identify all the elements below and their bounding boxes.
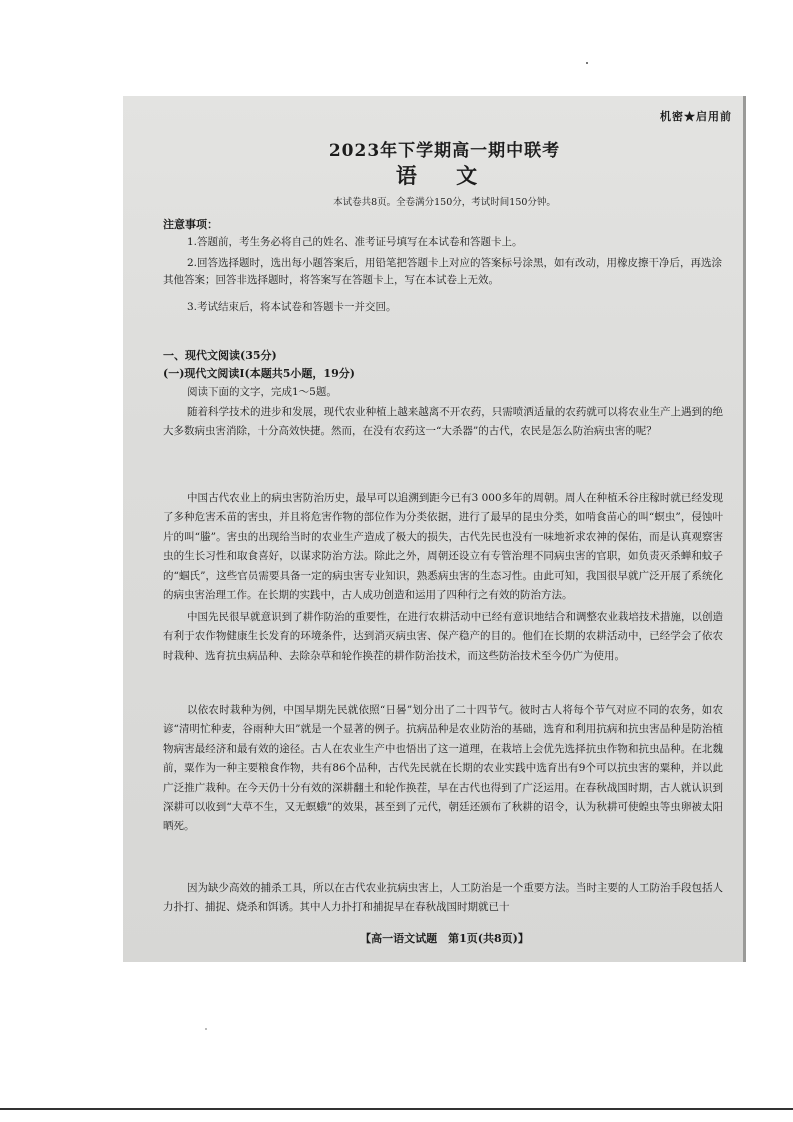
- exam-info: 本试卷共8页。全卷满分150分，考试时间150分钟。: [333, 197, 556, 208]
- passage-paragraph: 中国古代农业上的病虫害防治历史，最早可以追溯到距今已有3 000多年的周朝。周人在种植禾谷庄稼时就已经发现了多种危害禾苗的害虫，并且将危害作物的部位作为分类依据，进行了最早的昆虫分类，如啃食苗心的叫“螟虫”，侵蚀叶片的叫“螣”。害虫的出现给当时的农业生产造成了极大的损失，古代先民也没有一味地祈求农神的保佑，而是认真观察害虫的生长习性和取食喜好，以谋求防治方法。除此之外，周朝还设立有专管治理不同病虫害的官职，如负责灭杀蝉和蚊子的“蝈氏”，这些官员需要具备一定的病虫害专业知识，熟悉病虫害的生态习性。由此可知，我国很早就广泛开展了系统化的病虫害治理工作。在长期的实践中，古人成功创造和运用了四种行之有效的防治方法。: [163, 492, 723, 602]
- passage-paragraph: 中国先民很早就意识到了耕作防治的重要性，在进行农耕活动中已经有意识地结合和调整农业栽培技术措施，以创造有利于农作物健康生长发育的环境条件，达到消灭病虫害、保产稳产的目的。他们在长期的农耕活动中，已经学会了依农时栽种、选育抗虫病品种、去除杂草和轮作换茬的耕作防治技术，而这些防治技术至今仍广为使用。: [163, 611, 723, 662]
- notice-item: 1.答题前，考生务必将自己的姓名、准考证号填写在本试卷和答题卡上。: [187, 236, 523, 248]
- notice-item: 2.回答选择题时，选出每小题答案后，用铅笔把答题卡上对应的答案标号涂黑，如有改动，用橡皮擦干净后，再选涂其他答案；回答非选择题时，将答案写在答题卡上，写在本试卷上无效。: [163, 257, 723, 286]
- speck-mark: [586, 62, 588, 64]
- secret-label: 机密★启用前: [660, 110, 732, 123]
- passage-paragraph: 以依农时栽种为例，中国早期先民就依照“日晷”划分出了二十四节气。彼时古人将每个节气对应不同的农务，如农谚“清明忙种麦，谷雨种大田”就是一个显著的例子。抗病品种是农业防治的基础，选育和利用抗病和抗虫害品种是防治植物病害最经济和最有效的途径。古人在农业生产中也悟出了这一道理，在栽培上会优先选择抗虫作物和抗虫品种。在北魏前，粟作为一种主要粮食作物，共有86个品种，古代先民就在长期的农业实践中选育出有9个可以抗虫害的粟种，并以此广泛推广栽种。在今天仍十分有效的深耕翻土和轮作换茬，早在古代也得到了广泛运用。在春秋战国时期，古人就认识到深耕可以收到“大草不生，又无螟蛾”的效果，甚至到了元代，朝廷还颁布了秋耕的诏令，认为秋耕可使蝗虫等虫卵被太阳晒死。: [163, 704, 723, 833]
- reading-instruction: 阅读下面的文字，完成1～5题。: [187, 386, 337, 398]
- notice-item: 3.考试结束后，将本试卷和答题卡一并交回。: [187, 301, 397, 313]
- notice-heading: 注意事项：: [163, 218, 218, 231]
- passage-paragraph: 因为缺少高效的捕杀工具，所以在古代农业抗病虫害上，人工防治是一个重要方法。当时主要的人工防治手段包括人力扑打、捕捉、烧杀和饵诱。其中人力扑打和捕捉早在春秋战国时期就已十: [163, 882, 723, 914]
- page-edge-shadow: [743, 96, 746, 962]
- page-footer: 【高一语文试题 第1页(共8页)】: [360, 932, 529, 945]
- section-subtitle: (一)现代文阅读Ⅰ(本题共5小题，19分): [163, 367, 355, 380]
- exam-page-photo: [123, 96, 746, 962]
- bottom-border-line: [0, 1108, 793, 1110]
- exam-title: 2023年下学期高一期中联考: [328, 141, 561, 161]
- section-title: 一、现代文阅读(35分): [163, 349, 277, 362]
- speck-mark: [205, 1028, 207, 1030]
- passage-paragraph: 随着科学技术的进步和发展，现代农业种植上越来越离不开农药，只需喷洒适量的农药就可以将农业生产上遇到的绝大多数病虫害消除，十分高效快捷。然而，在没有农药这一“大杀器”的古代，农民是怎么防治病虫害的呢？: [163, 406, 723, 438]
- subject-title: 语 文: [395, 163, 494, 188]
